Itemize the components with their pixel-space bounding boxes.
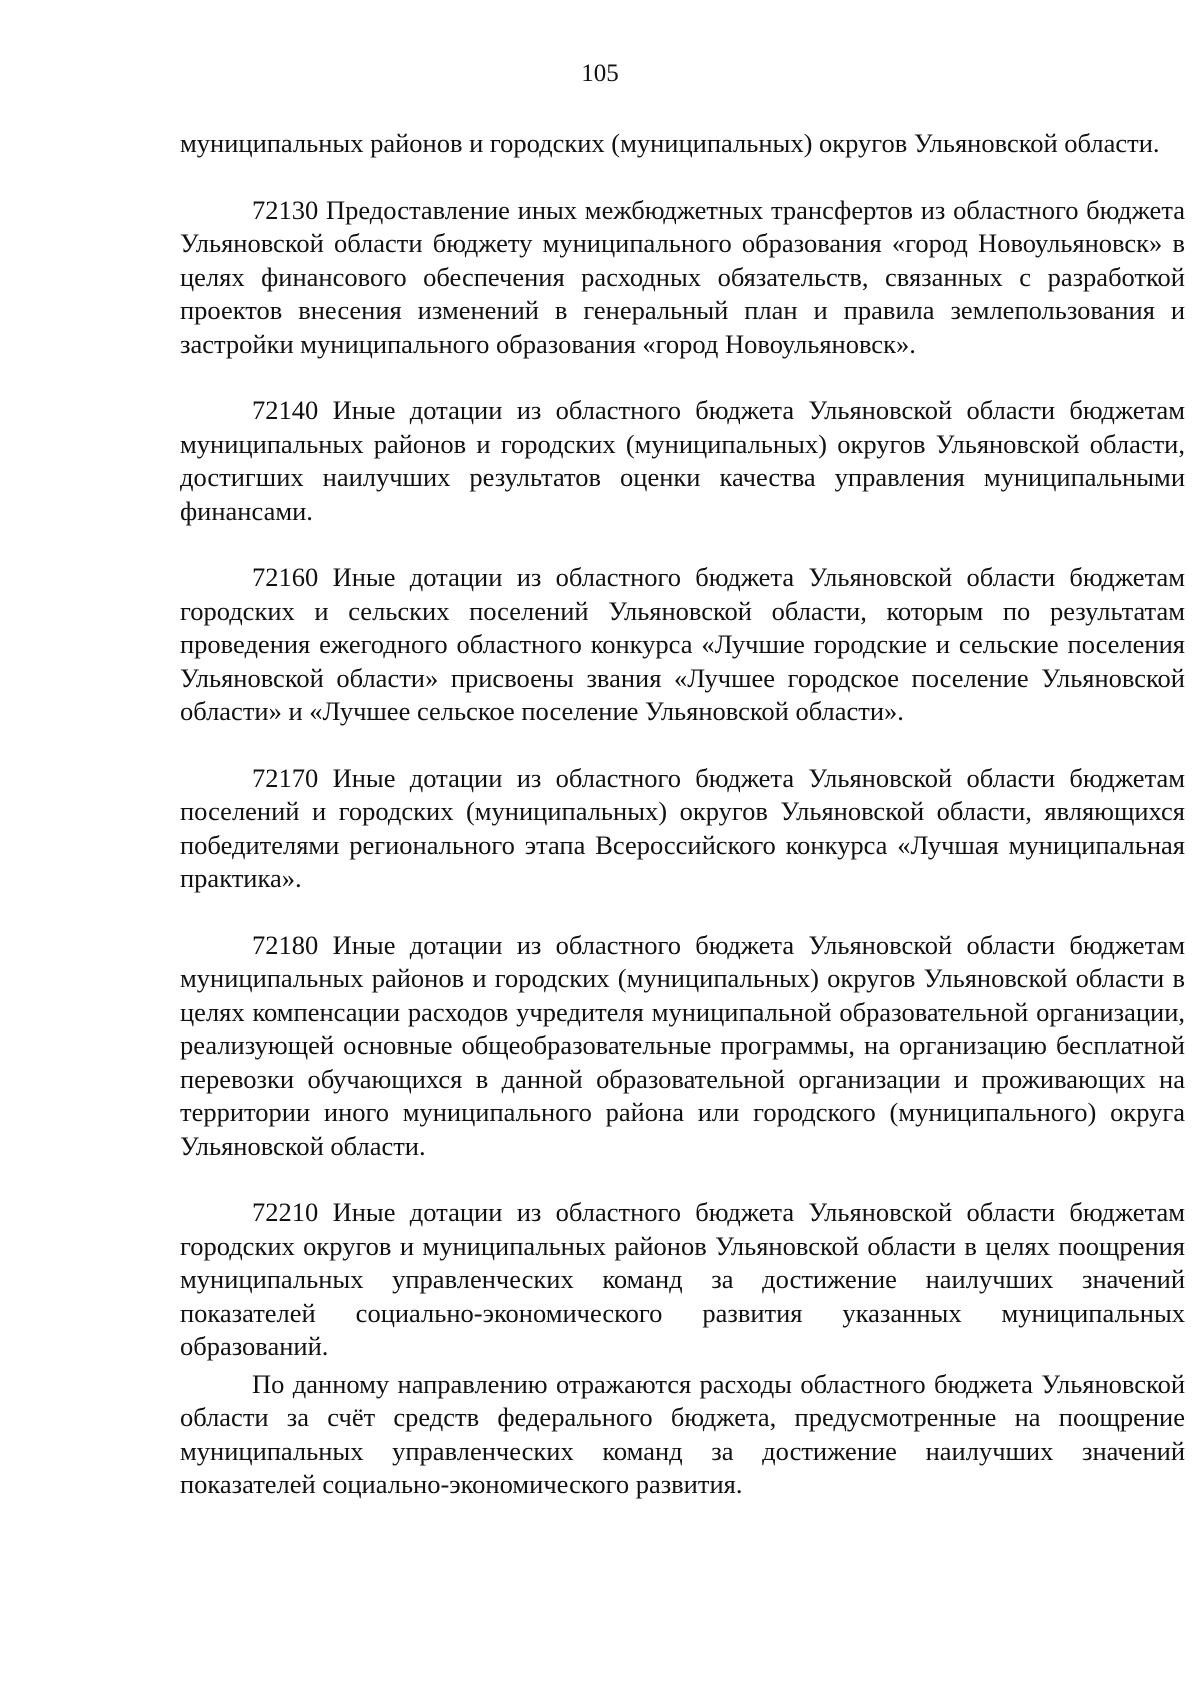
paragraph-72180: 72180 Иные дотации из областного бюджета Ульяновской области бюджетам муниципальных районов и городских (муниципальных) округов Ульяновской области в целях компенсации расходов учредителя муниципальной образовательной организации, реализующей основные общеобразовательные программы, на организацию бесплатной перевозки обучающихся в данной образовательной организации и проживающих на территории иного муниципального района или городского (муниципального) округа Ульяновской области. bbox=[180, 929, 1185, 1161]
paragraph-72160: 72160 Иные дотации из областного бюджета Ульяновской области бюджетам городских и сельских поселений Ульяновской области, которым по результатам проведения ежегодного областного конкурса «Лучшие городские и сельские поселения Ульяновской области» присвоены звания «Лучшее городское поселение Ульяновской области» и «Лучшее сельское поселение Ульяновской области». bbox=[180, 562, 1185, 726]
paragraph-72210: 72210 Иные дотации из областного бюджета Ульяновской области бюджетам городских округов и муниципальных районов Ульяновской области в целях поощрения муниципальных управленческих команд за достижение наилучших значений показателей социально-экономического развития указанных муниципальных образований. bbox=[180, 1197, 1185, 1361]
page-number: 105 bbox=[581, 60, 619, 87]
paragraph-direction-note: По данному направлению отражаются расходы областного бюджета Ульяновской области за счёт средств федерального бюджета, предусмотренные на поощрение муниципальных управленческих команд за достижение наилучших значений показателей социально-экономического развития. bbox=[180, 1368, 1185, 1499]
paragraph-72130: 72130 Предоставление иных межбюджетных трансфертов из областного бюджета Ульяновской области бюджету муниципального образования «город Новоульяновск» в целях финансового обеспечения расходных обязательств, связанных с разработкой проектов внесения изменений в генеральный план и правила землепользования и застройки муниципального образования «город Новоульяновск». bbox=[180, 194, 1185, 359]
paragraph-72140: 72140 Иные дотации из областного бюджета Ульяновской области бюджетам муниципальных районов и городских (муниципальных) округов Ульяновской области, достигших наилучших результатов оценки качества управления муниципальными финансами. bbox=[180, 395, 1185, 526]
document-body bbox=[180, 127, 1185, 1502]
paragraph-72170: 72170 Иные дотации из областного бюджета Ульяновской области бюджетам поселений и городских (муниципальных) округов Ульяновской области, являющихся победителями регионального этапа Всероссийского конкурса «Лучшая муниципальная практика». bbox=[180, 762, 1185, 893]
paragraph-continuation: муниципальных районов и городских (муниципальных) округов Ульяновской области. bbox=[180, 128, 1160, 158]
